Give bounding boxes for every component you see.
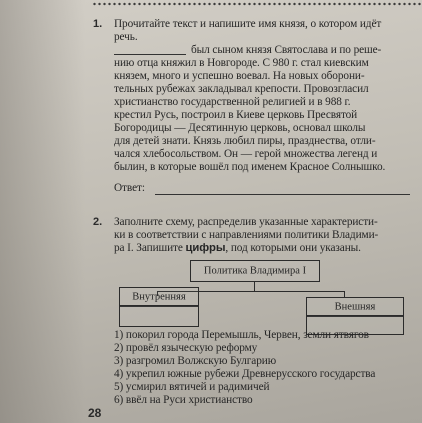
task1-text-line: чался хлебосольством. Он — герой множества легенд и [114, 148, 378, 160]
option-item: 3) разгромил Волжскую Булгарию [114, 355, 277, 367]
page-shadow [0, 0, 85, 423]
task2-text-line-3: ра I. Запишите цифры, под которыми они указаны. [114, 242, 361, 254]
task1-text-line: князем, много и успешно воевал. На новых оборони- [114, 70, 365, 82]
option-item: 2) провёл языческую реформу [114, 342, 258, 354]
task1-text-line: нию отца княжил в Новгороде. С 980 г. стал киевским [114, 57, 369, 69]
option-item: 5) усмирил вятичей и радимичей [114, 381, 270, 393]
task2-text-line: ки в соответствии с направлениями политики Владими- [114, 229, 379, 241]
task1-text-line: был сыном князя Святослава и по реше- [191, 44, 382, 56]
scheme-top-box: Политика Владимира I [190, 260, 320, 282]
task1-text-line: былин, в которые вошёл под именем Красное Солнышко. [114, 161, 386, 173]
task1-title-cont: речь. [114, 31, 138, 43]
option-item: 6) ввёл на Руси христианство [114, 394, 253, 406]
task1-text-line: тельных рубежах закладывал крепости. Провозгласил [114, 83, 369, 95]
option-item: 4) укрепил южные рубежи Древнерусского государства [114, 368, 376, 380]
scheme-left-label: Внутренняя [119, 287, 199, 307]
task1-number: 1. [93, 18, 103, 30]
task2-number: 2. [93, 216, 103, 228]
task1-text-line: крестил Русь, построил в Киеве церковь Пресвятой [114, 109, 358, 121]
task2-text-line: Заполните схему, распределив указанные характеристи- [114, 216, 378, 228]
name-answer-blank[interactable] [114, 54, 186, 55]
answer-label: Ответ: [114, 182, 145, 194]
bold-word: цифры [185, 242, 226, 254]
option-item: 1) покорил города Перемышль, Червен, земли ятвягов [114, 329, 369, 341]
scheme-right-label: Внешняя [306, 297, 404, 317]
connector-vertical [254, 281, 255, 291]
dotted-separator [92, 2, 422, 6]
task1-text-line: христианство государственной религией и в 988 г. [114, 96, 351, 108]
scheme-left-answer-box[interactable] [119, 305, 199, 327]
task1-text-line: Богородицы — Десятинную церковь, основал школы [114, 122, 366, 134]
page-number: 28 [88, 406, 102, 420]
task1-title: Прочитайте текст и напишите имя князя, о котором идёт [114, 18, 382, 30]
task1-text-line: для детей знати. Князь любил пиры, празднества, отли- [114, 135, 376, 147]
answer-line[interactable] [155, 194, 410, 195]
